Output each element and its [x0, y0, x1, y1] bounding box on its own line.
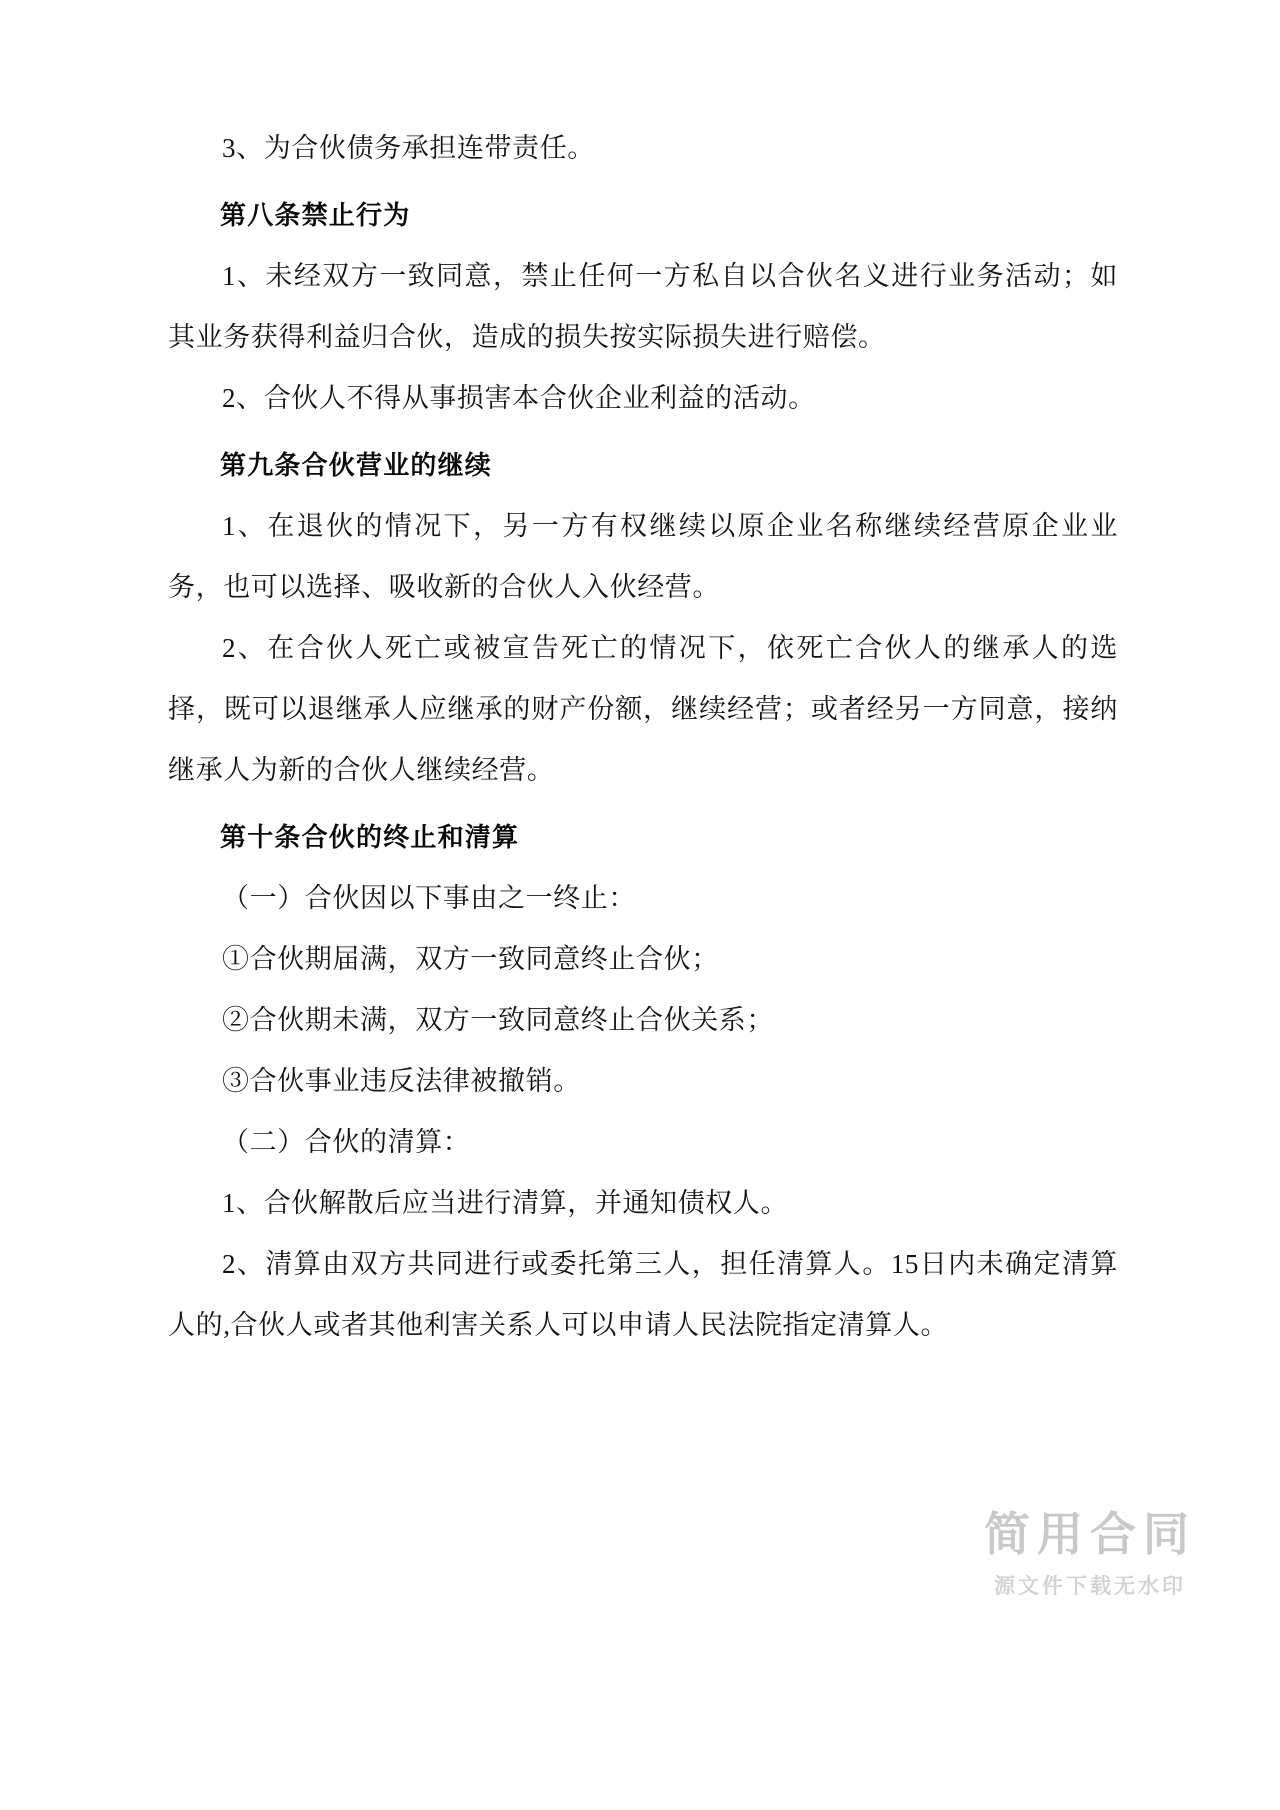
heading-article-8: 第八条禁止行为 [220, 200, 411, 230]
heading-article-9: 第九条合伙营业的继续 [220, 450, 493, 480]
watermark-tagline: 源文件下载无水印 [994, 1575, 1186, 1598]
list-item-circled-1: ①合伙期届满，双方一致同意终止合伙； [222, 944, 719, 974]
paragraph-item-7-3: 3、为合伙债务承担连带责任。 [222, 133, 595, 163]
paragraph-article-10-part-2-item-2: 2、清算由双方共同进行或委托第三人，担任清算人。15日内未确定清算人的,合伙人或者其他利害关系人可以申请人民法院指定清算人。 [168, 1249, 1118, 1340]
heading-article-10: 第十条合伙的终止和清算 [220, 822, 520, 852]
paragraph-article-8-item-1: 1、未经双方一致同意，禁止任何一方私自以合伙名义进行业务活动；如其业务获得利益归合伙，造成的损失按实际损失进行赔偿。 [168, 261, 1118, 352]
paragraph-article-10-part-1: （一）合伙因以下事由之一终止： [222, 883, 636, 913]
paragraph-article-10-part-2-item-1: 1、合伙解散后应当进行清算，并通知债权人。 [222, 1188, 789, 1218]
watermark-brand: 简用合同 [984, 1508, 1196, 1561]
document-body [168, 118, 1118, 1356]
paragraph-article-8-item-2: 2、合伙人不得从事损害本合伙企业利益的活动。 [222, 383, 816, 413]
list-item-circled-3: ③合伙事业违反法律被撤销。 [222, 1066, 581, 1096]
paragraph-article-10-part-2: （二）合伙的清算： [222, 1127, 471, 1157]
watermark [984, 1509, 1196, 1600]
list-item-circled-2: ②合伙期未满，双方一致同意终止合伙关系； [222, 1005, 774, 1035]
paragraph-article-9-item-2: 2、在合伙人死亡或被宣告死亡的情况下，依死亡合伙人的继承人的选择，既可以退继承人应继承的财产份额，继续经营；或者经另一方同意，接纳继承人为新的合伙人继续经营。 [168, 633, 1118, 785]
paragraph-article-9-item-1: 1、在退伙的情况下，另一方有权继续以原企业名称继续经营原企业业务，也可以选择、吸收新的合伙人入伙经营。 [168, 511, 1118, 602]
